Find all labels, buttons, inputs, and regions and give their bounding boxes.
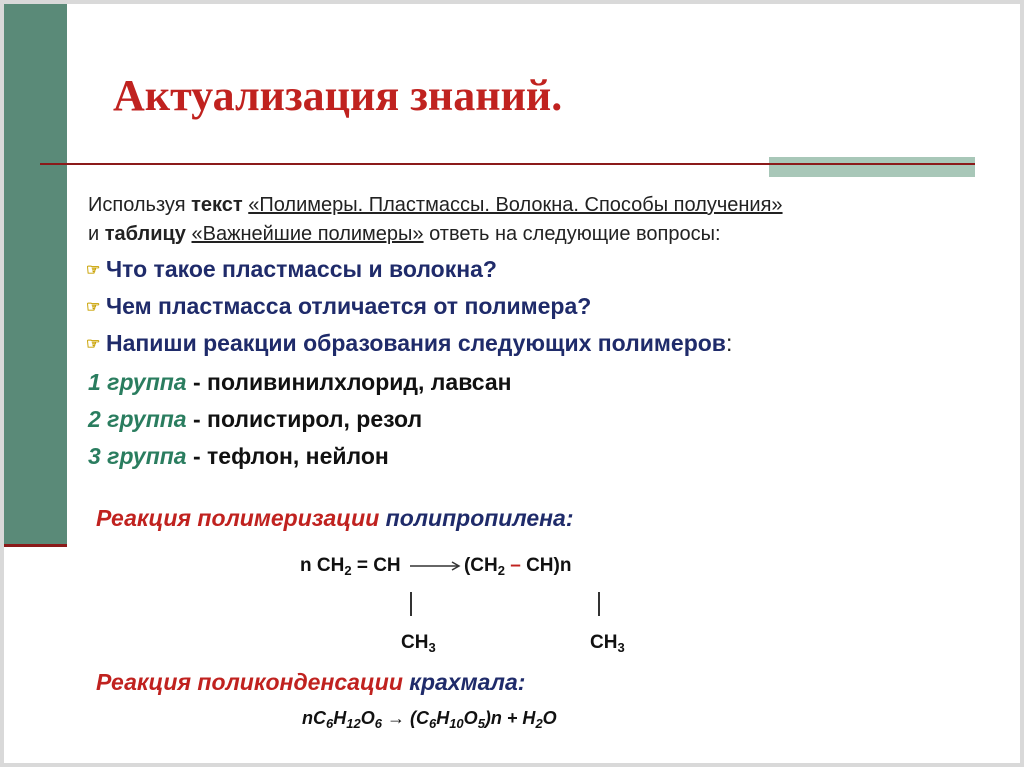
hand-pointer-icon: ☞: [86, 299, 101, 316]
group-items: тефлон, нейлон: [207, 443, 389, 469]
question-text: Чем пластмасса отличается от полимера?: [106, 293, 592, 319]
eq-part: O: [542, 708, 557, 728]
group-sep: -: [186, 369, 208, 395]
intro-line-2: [88, 220, 783, 249]
eq-sub: 2: [497, 563, 505, 578]
eq-part: H: [436, 708, 450, 728]
reaction-substance: крахмала:: [402, 669, 526, 695]
eq-part: )n + H: [484, 708, 536, 728]
intro-bold-table: таблицу: [104, 223, 186, 245]
question-colon: :: [725, 330, 733, 356]
frame-bottom: [0, 763, 1024, 767]
title-rule-overlay: [769, 163, 975, 165]
eq-part: CH)n: [526, 555, 572, 576]
title-rule-accent: [769, 157, 975, 177]
side-bar-line: [4, 544, 67, 547]
group-sep: -: [186, 443, 208, 469]
eq-part: CH: [590, 632, 618, 653]
eq-part: n CH: [300, 555, 345, 576]
reaction-substance: полипропилена:: [379, 505, 574, 531]
eq-sub: 6: [374, 716, 382, 731]
equation-2: [302, 708, 557, 729]
eq-part: (CH: [463, 555, 498, 576]
eq-part: = CH: [351, 555, 406, 576]
eq-sub: 10: [449, 716, 464, 731]
intro-text: [88, 191, 783, 249]
methyl-1: [401, 632, 436, 654]
question-text: Что такое пластмассы и волокна?: [106, 256, 497, 282]
side-bar: [4, 4, 67, 546]
intro-line-1: [88, 191, 783, 220]
reaction-1-heading: [96, 505, 573, 532]
question-1: [86, 256, 497, 283]
eq-part: nC: [302, 708, 326, 728]
eq-sub: 3: [428, 640, 436, 655]
eq-sub: 6: [428, 716, 437, 731]
intro-part: и: [88, 223, 105, 245]
group-label: 1 группа: [88, 369, 187, 395]
question-2: [86, 293, 591, 320]
intro-part: ответь на следующие вопросы:: [423, 223, 721, 245]
methyl-2: [590, 632, 625, 654]
question-text: Напиши реакции образования следующих полимеров: [106, 330, 726, 356]
bond-line-2: [598, 592, 600, 616]
hand-pointer-icon: ☞: [86, 336, 101, 353]
question-3: [86, 330, 732, 357]
group-3: [88, 443, 389, 470]
eq-part: O: [360, 708, 375, 728]
eq-sub: 2: [344, 563, 352, 578]
equation-1: [300, 555, 571, 577]
group-label: 3 группа: [88, 443, 187, 469]
group-label: 2 группа: [88, 406, 187, 432]
frame-top: [0, 0, 1024, 4]
eq-part: O: [463, 708, 478, 728]
reaction-type: Реакция поликонденсации: [96, 669, 403, 695]
eq-part: CH: [401, 632, 429, 653]
frame-right: [1020, 0, 1024, 767]
group-items: поливинилхлорид, лавсан: [207, 369, 512, 395]
intro-bold-text: текст: [191, 194, 243, 216]
bond-line-1: [410, 592, 412, 616]
group-1: [88, 369, 512, 396]
eq-sub: 3: [617, 640, 625, 655]
eq-sub: 2: [535, 716, 543, 731]
reaction-arrow-icon: [406, 559, 464, 573]
eq-sub: 6: [326, 716, 334, 731]
intro-part: Используя: [88, 194, 192, 216]
group-sep: -: [186, 406, 208, 432]
group-items: полистирол, резол: [207, 406, 423, 432]
reaction-type: Реакция полимеризации: [96, 505, 380, 531]
eq-part: (C: [409, 708, 429, 728]
intro-source-text: «Полимеры. Пластмассы. Волокна. Способы получения»: [248, 194, 783, 216]
group-2: [88, 406, 422, 433]
reaction-2-heading: [96, 669, 525, 696]
eq-sub: 12: [346, 716, 361, 731]
eq-arrow: →: [381, 708, 410, 728]
intro-source-table: «Важнейшие полимеры»: [191, 223, 424, 245]
slide-title: Актуализация знаний.: [113, 71, 563, 120]
eq-dash: –: [504, 555, 527, 576]
hand-pointer-icon: ☞: [86, 262, 101, 279]
eq-part: H: [333, 708, 347, 728]
eq-sub: 5: [477, 716, 485, 731]
